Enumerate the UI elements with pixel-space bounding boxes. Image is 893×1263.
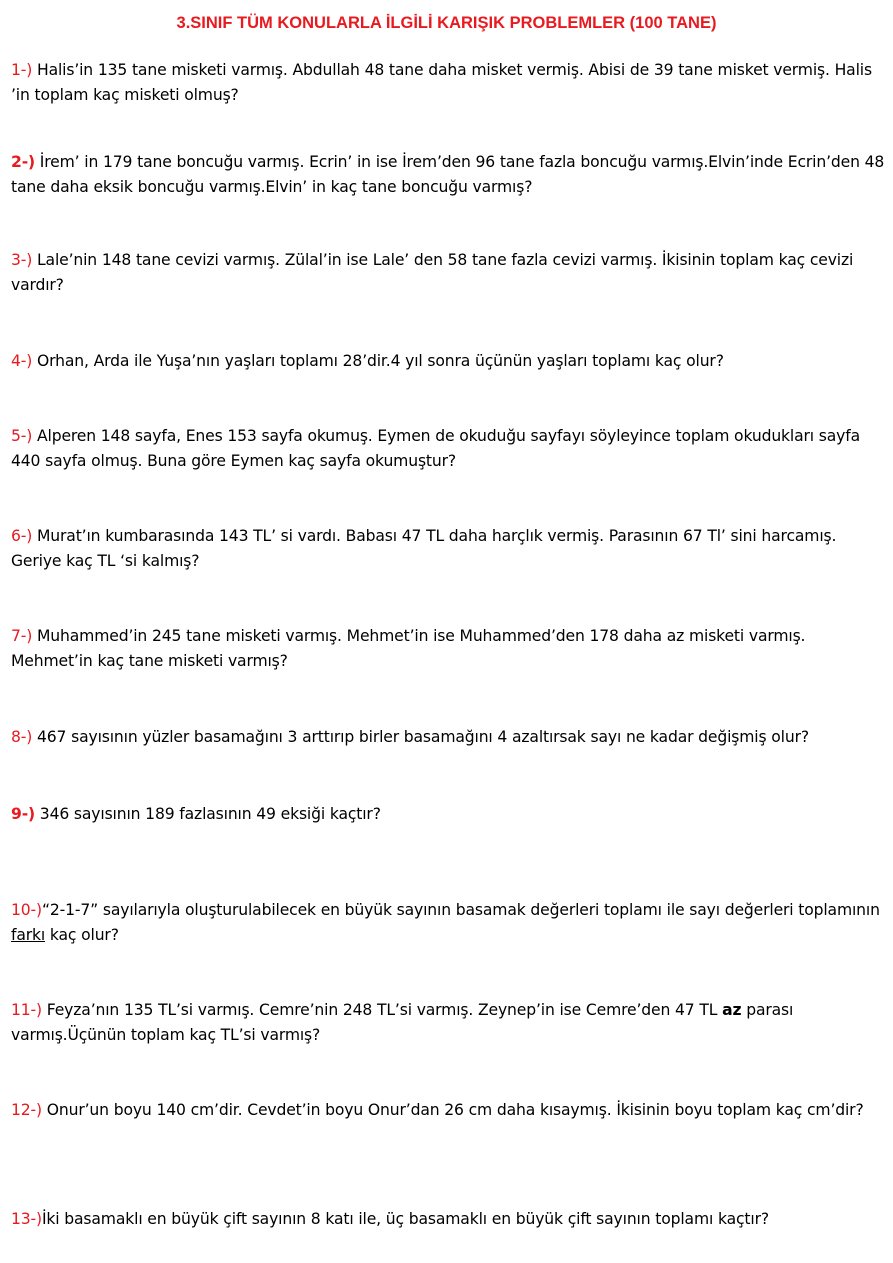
question-text: “2-1-7” sayılarıyla oluşturulabilecek en büyük sayının basamak değerleri toplamı ile sayı değerleri toplamının: [41, 901, 880, 919]
question-number: 7-): [11, 627, 33, 645]
question-number: 3-): [11, 251, 33, 269]
question-5: [11, 424, 887, 474]
question-11: [11, 998, 887, 1048]
question-text: parası varmış.Üçünün toplam kaç TL’si varmış?: [11, 1001, 794, 1044]
question-10: [11, 898, 887, 948]
question-number: 2-): [11, 153, 35, 171]
question-4: [11, 349, 887, 374]
question-text: Orhan, Arda ile Yuşa’nın yaşları toplamı 28’dir.4 yıl sonra üçünün yaşları toplamı kaç olur?: [32, 352, 724, 370]
question-number: 6-): [11, 527, 33, 545]
question-number: 13-): [11, 1210, 42, 1228]
question-text: 346 sayısının 189 fazlasının 49 eksiği kaçtır?: [35, 805, 381, 823]
question-number: 8-): [11, 728, 33, 746]
question-text: kaç olur?: [45, 926, 119, 944]
question-number: 5-): [11, 427, 33, 445]
question-text: Muhammed’in 245 tane misketi varmış. Mehmet’in ise Muhammed’den 178 daha az misketi varmış. Mehmet’in kaç tane misketi varmış?: [11, 627, 806, 670]
underlined-word: farkı: [11, 926, 46, 944]
question-2: [11, 150, 887, 200]
question-number: 9-): [11, 805, 35, 823]
page-title: 3.SINIF TÜM KONULARLA İLGİLİ KARIŞIK PROBLEMLER (100 TANE): [176, 14, 717, 32]
question-number: 10-): [11, 901, 42, 919]
question-1: [11, 58, 887, 108]
question-text: Onur’un boyu 140 cm’dir. Cevdet’in boyu Onur’dan 26 cm daha kısaymış. İkisinin boyu toplam kaç cm’dir?: [41, 1101, 864, 1119]
question-6: [11, 524, 887, 574]
bold-word: az: [722, 1001, 742, 1019]
question-number: 1-): [11, 61, 33, 79]
question-13: [11, 1207, 887, 1232]
question-9: [11, 802, 887, 827]
question-7: [11, 624, 887, 674]
question-number: 12-): [11, 1101, 42, 1119]
question-8: [11, 725, 887, 750]
question-text: Halis’in 135 tane misketi varmış. Abdullah 48 tane daha misket vermiş. Abisi de 39 tane misket vermiş. Halis ’in toplam kaç misketi olmuş?: [11, 61, 872, 104]
question-text: Feyza’nın 135 TL’si varmış. Cemre’nin 248 TL’si varmış. Zeynep’in ise Cemre’den 47 TL: [41, 1001, 723, 1019]
question-number: 4-): [11, 352, 33, 370]
question-text: Lale’nin 148 tane cevizi varmış. Zülal’in ise Lale’ den 58 tane fazla cevizi varmış. İkisinin toplam kaç cevizi vardır?: [11, 251, 854, 294]
question-3: [11, 248, 887, 298]
question-text: İrem’ in 179 tane boncuğu varmış. Ecrin’ in ise İrem’den 96 tane fazla boncuğu varmış.Elvin’inde Ecrin’den 48 tane daha eksik boncuğu varmış.Elvin’ in kaç tane boncuğu varmış?: [11, 153, 885, 196]
question-12: [11, 1098, 887, 1123]
question-text: Alperen 148 sayfa, Enes 153 sayfa okumuş. Eymen de okuduğu sayfayı söyleyince toplam okudukları sayfa 440 sayfa olmuş. Buna göre Eymen kaç sayfa okumuştur?: [11, 427, 860, 470]
question-text: Murat’ın kumbarasında 143 TL’ si vardı. Babası 47 TL daha harçlık vermiş. Parasının 67 Tl’ sini harcamış. Geriye kaç TL ‘si kalmış?: [11, 527, 837, 570]
question-number: 11-): [11, 1001, 42, 1019]
question-text: İki basamaklı en büyük çift sayının 8 katı ile, üç basamaklı en büyük çift sayının toplamı kaçtır?: [41, 1210, 769, 1228]
question-text: 467 sayısının yüzler basamağını 3 arttırıp birler basamağını 4 azaltırsak sayı ne kadar değişmiş olur?: [32, 728, 809, 746]
